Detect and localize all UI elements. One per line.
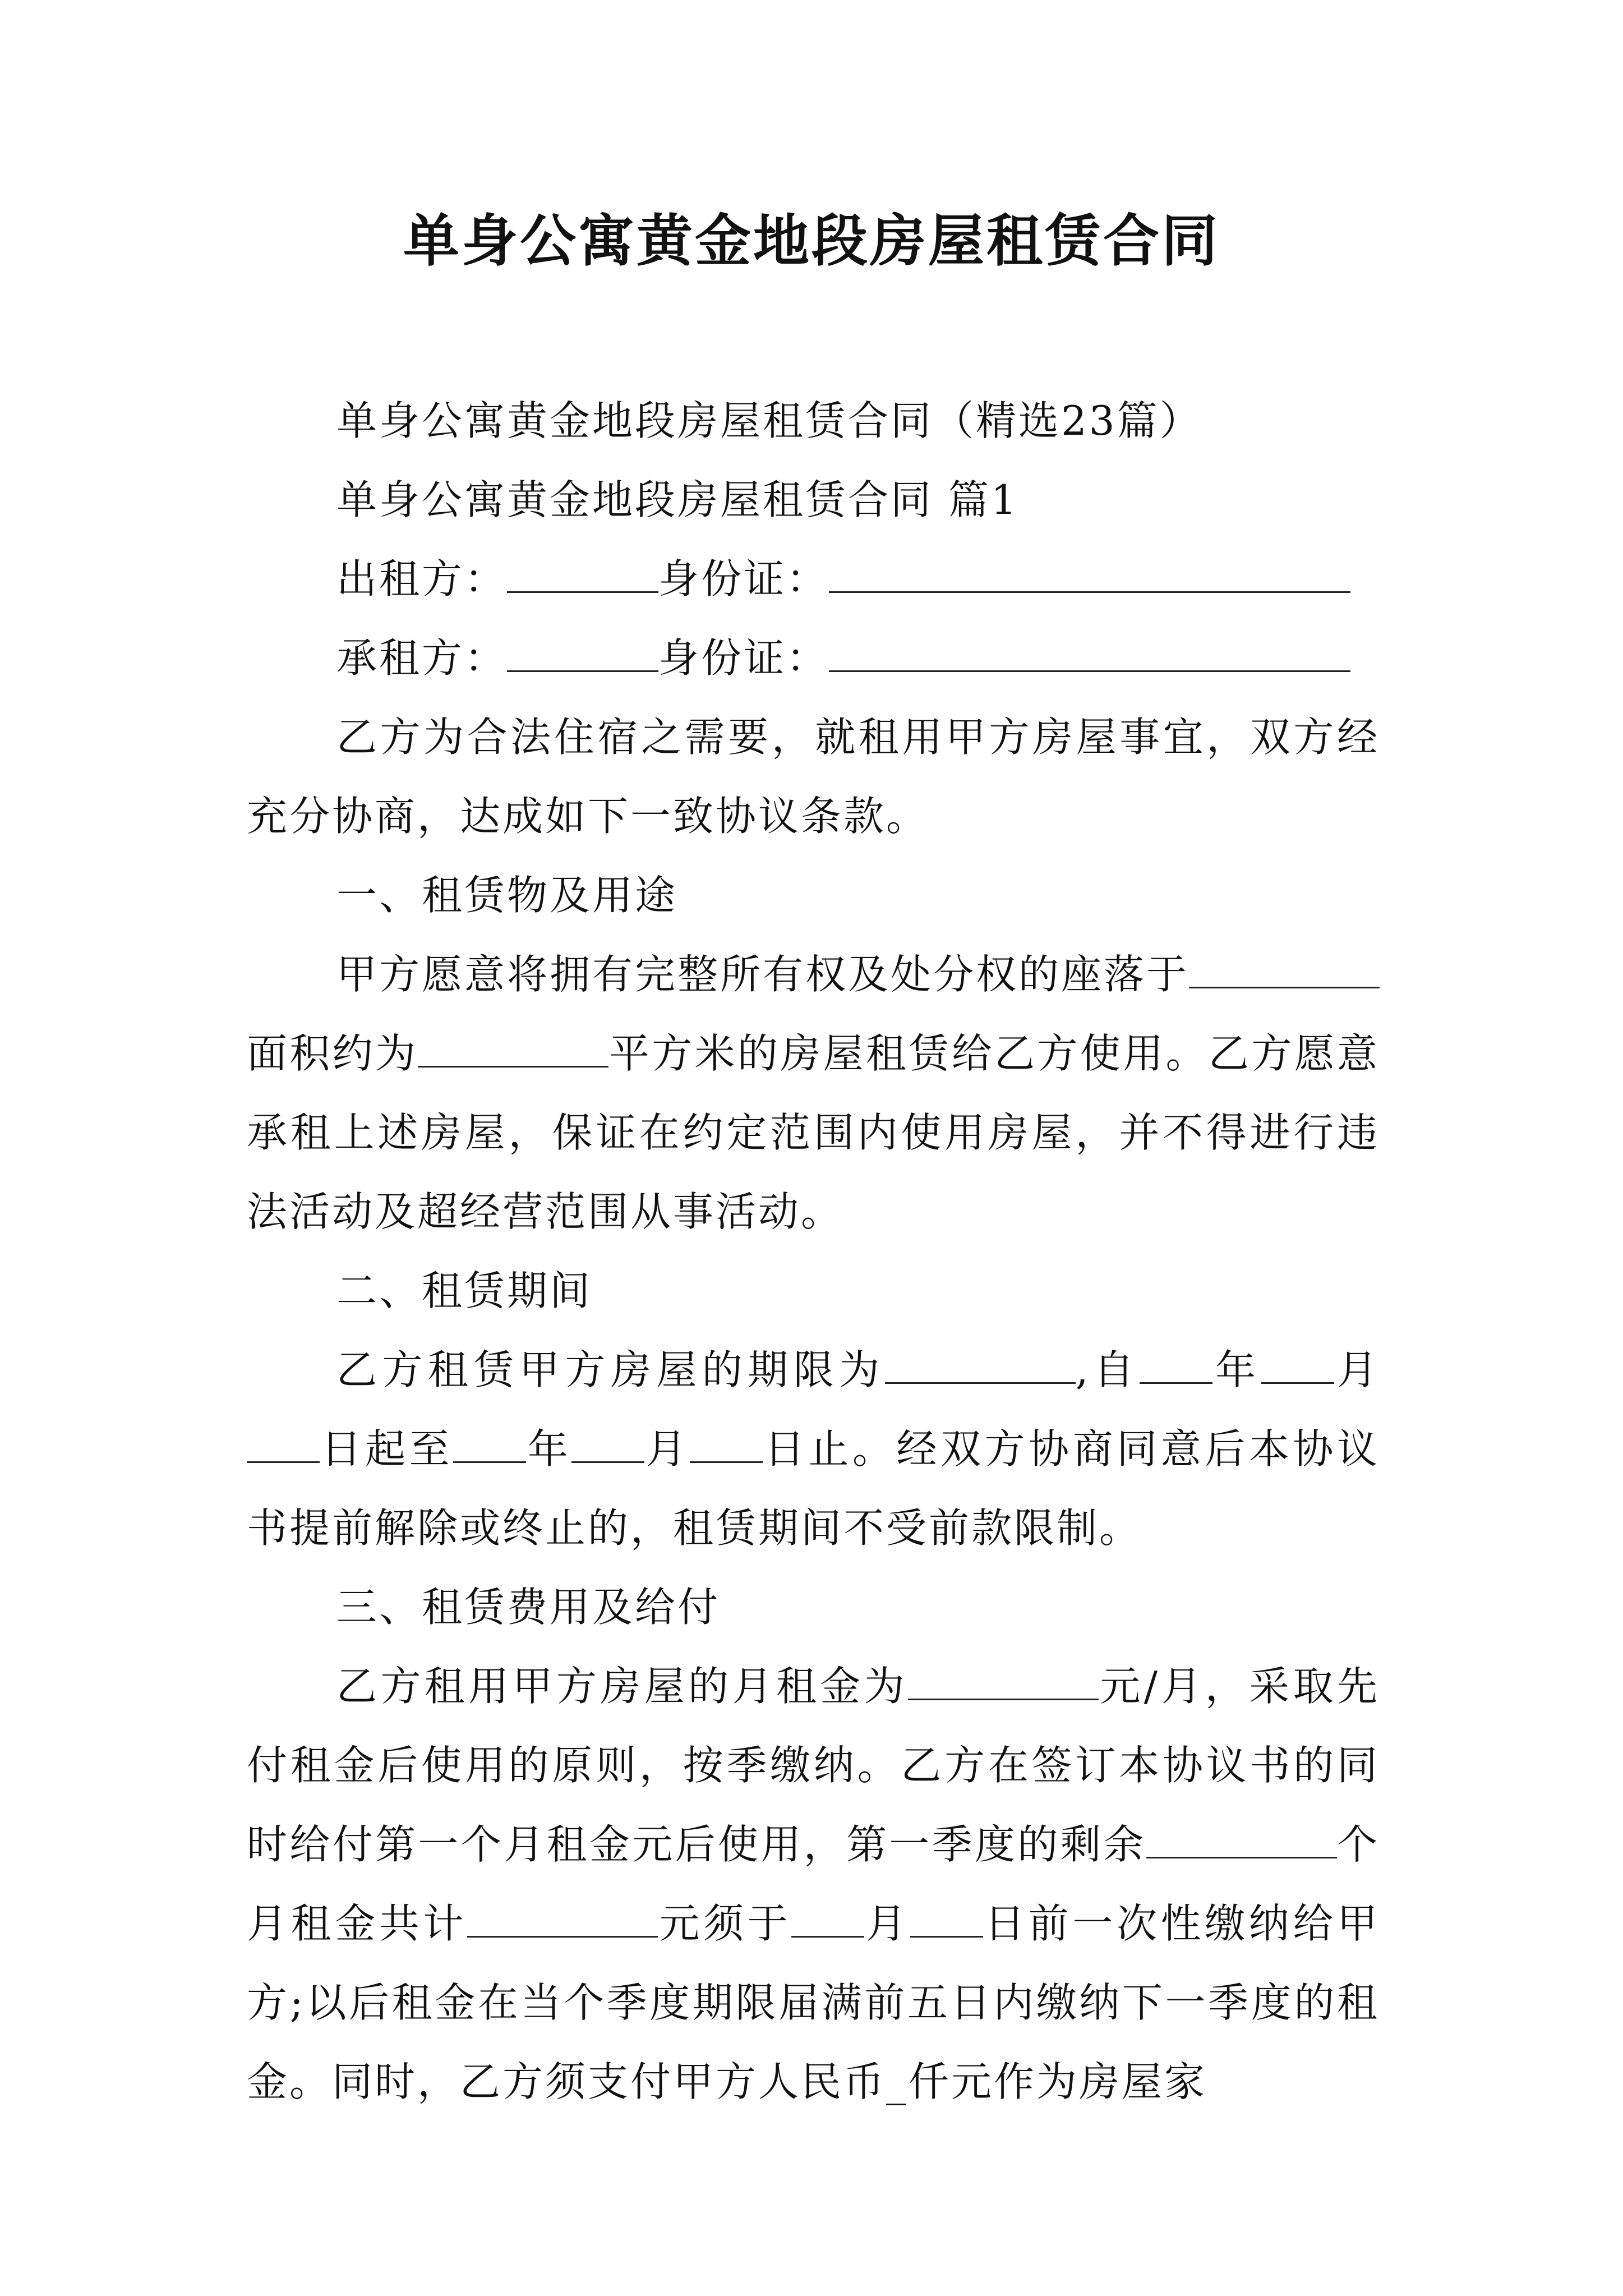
rent-total-blank: [467, 1902, 658, 1938]
article-heading: 单身公寓黄金地段房屋租赁合同 篇1: [336, 476, 1019, 523]
intro-paragraph: 乙方为合法住宿之需要，就租用甲方房屋事宜，双方经充分协商，达成如下一致协议条款。: [247, 714, 1380, 840]
lessee-name-blank: [507, 637, 658, 672]
lessor-label: 出租方：: [336, 555, 508, 602]
term-blank: [885, 1349, 1076, 1384]
section-3-text-c: 个月租金共计: [247, 1821, 1380, 1947]
location-blank: [1189, 953, 1380, 988]
section-2-year-end: 年: [526, 1425, 572, 1473]
remaining-months-blank: [1146, 1823, 1337, 1858]
section-3-paragraph: [247, 1647, 1380, 2122]
section-3-text-d: 元须于: [658, 1900, 792, 1947]
monthly-rent-blank: [908, 1665, 1099, 1700]
section-2-paragraph: [247, 1331, 1380, 1568]
section-3-heading: 三、租赁费用及给付: [336, 1584, 721, 1631]
lessee-label: 承租方：: [336, 634, 508, 682]
lessee-id-label: 身份证：: [658, 634, 829, 682]
section-1-text-b: 面积约为: [247, 1030, 418, 1077]
section-3-text-b: 元/月，采取先付租金后使用的原则，按季缴纳。乙方在签订本协议书的同时给付第一个月租金元后使用，第一季度的剩余: [247, 1663, 1380, 1868]
document-subtitle: 单身公寓黄金地段房屋租赁合同（精选23篇）: [336, 397, 1202, 444]
section-3-text-f: 日前一次性缴纳给甲方;以后租金在当个季度期限届满前五日内缴纳下一季度的租金。同时，乙方须支付甲方人民币_仟元作为房屋家: [247, 1900, 1380, 2105]
section-2-day: 日起至: [320, 1425, 454, 1473]
end-month-blank: [571, 1428, 644, 1463]
lessee-id-blank: [829, 637, 1350, 672]
lessor-name-blank: [507, 558, 658, 593]
due-month-blank: [791, 1902, 864, 1938]
document-body: [247, 381, 1380, 2122]
end-day-blank: [690, 1428, 763, 1463]
lessor-id-blank: [829, 558, 1350, 593]
section-1-heading: 一、租赁物及用途: [336, 872, 678, 919]
area-blank: [418, 1032, 608, 1068]
start-year-blank: [1140, 1349, 1212, 1384]
section-2-month-end: 月: [644, 1425, 690, 1473]
lessee-line: [247, 619, 1380, 698]
section-3-text-e: 月: [864, 1900, 910, 1947]
section-1-paragraph: [247, 935, 1380, 1251]
lessor-id-label: 身份证：: [658, 555, 829, 602]
section-2-text-a: 乙方租赁甲方房屋的期限为: [336, 1346, 885, 1393]
section-2-year: 年: [1212, 1346, 1261, 1393]
end-year-blank: [453, 1428, 526, 1463]
section-1-text-a: 甲方愿意将拥有完整所有权及处分权的座落于: [336, 951, 1189, 998]
section-2-heading: 二、租赁期间: [336, 1267, 593, 1314]
section-2-month: 月: [1334, 1346, 1380, 1393]
document-title: 单身公寓黄金地段房屋租赁合同: [403, 208, 1220, 274]
lessor-line: [247, 540, 1380, 619]
start-month-blank: [1261, 1349, 1334, 1384]
section-3-text-a: 乙方租用甲方房屋的月租金为: [336, 1663, 909, 1710]
start-day-blank: [247, 1428, 320, 1463]
section-2-text-end: 日止。经双方协商同意后本协议书提前解除或终止的，租赁期间不受前款限制。: [247, 1425, 1380, 1552]
section-1-text-c: 平方米的房屋租赁给乙方使用。乙方愿意承租上述房屋，保证在约定范围内使用房屋，并不得进行违法活动及超经营范围从事活动。: [247, 1030, 1380, 1235]
section-2-text-b: ,自: [1075, 1346, 1140, 1393]
due-day-blank: [910, 1902, 983, 1938]
